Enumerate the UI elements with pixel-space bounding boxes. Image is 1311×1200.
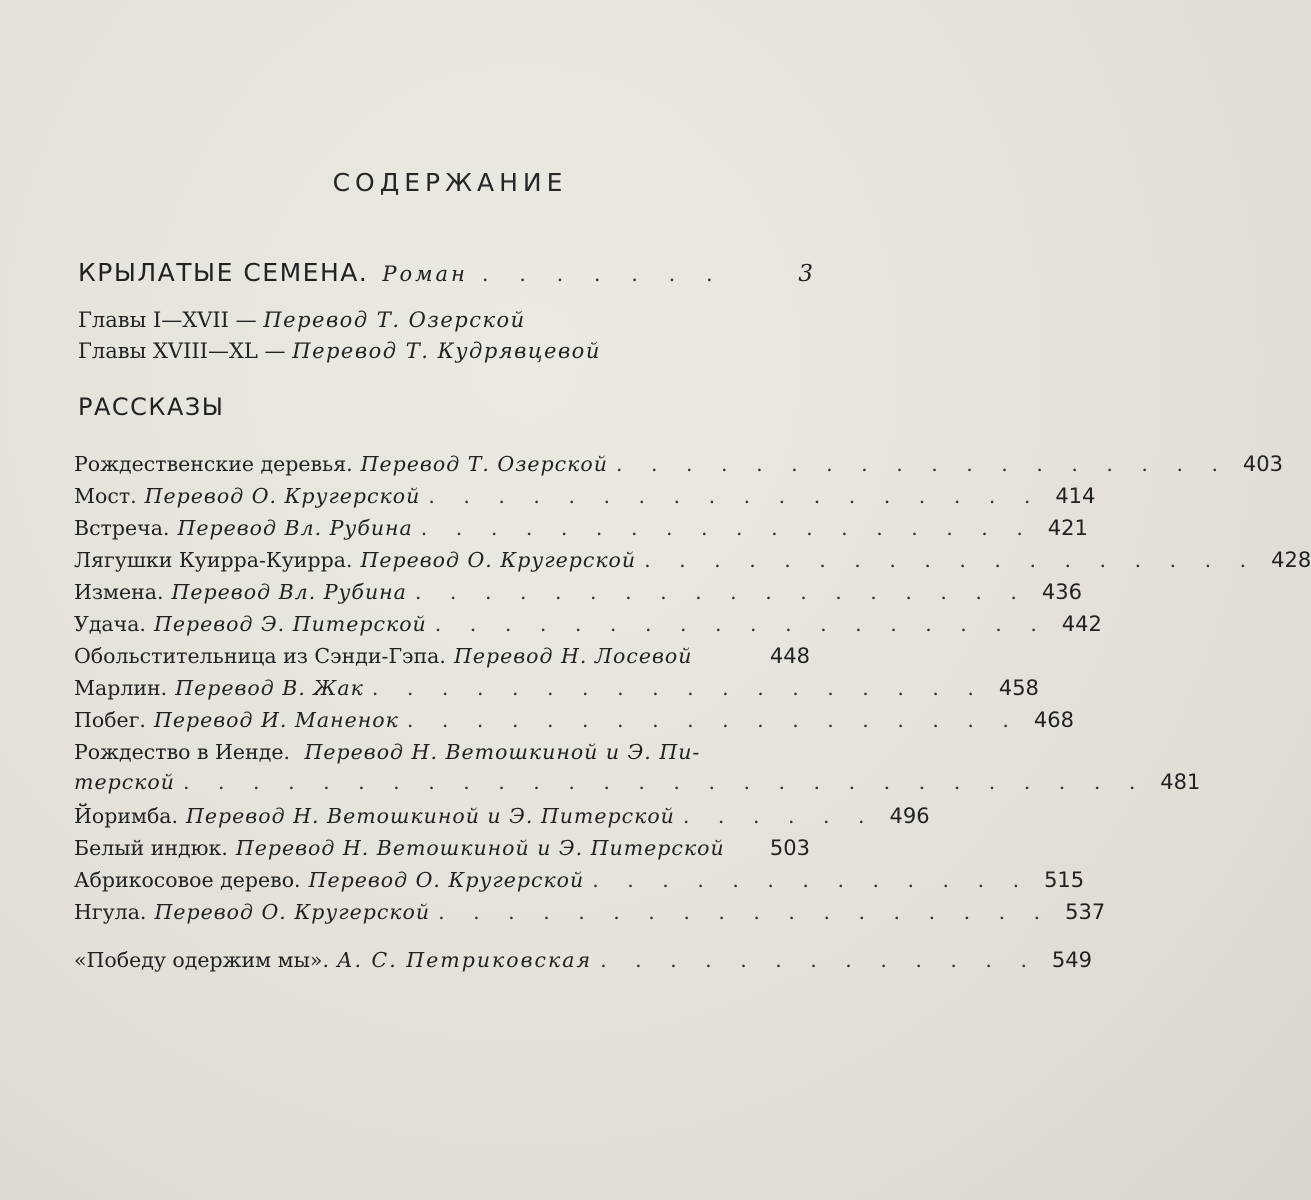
toc-entry bbox=[74, 516, 1088, 548]
novel-entry bbox=[78, 258, 813, 294]
toc-entry bbox=[74, 868, 1085, 900]
page-number: 448 bbox=[769, 644, 810, 668]
dot-leader: . . . . . . . . . . . . . . . . . . . . . . . . . . . . bbox=[182, 770, 1147, 794]
toc-entry bbox=[74, 644, 810, 676]
toc-entry bbox=[74, 708, 1074, 740]
chapter-line bbox=[78, 305, 818, 336]
page-number: 436 bbox=[1041, 580, 1082, 604]
dot-leader: . . . . . . . . . . . . . . . . . . bbox=[371, 676, 985, 700]
chapter-translation: Перевод Т. Кудрявцевой bbox=[292, 339, 601, 363]
story-title: Измена. bbox=[74, 580, 164, 604]
page-number: 537 bbox=[1065, 900, 1106, 924]
dot-leader: . . . . . . . . . . . . . . . . . . bbox=[406, 708, 1020, 732]
dot-leader: . . . . . . . . . . . . . . . . . . bbox=[434, 612, 1048, 636]
dot-leader: . . . . . . . . . . . . . bbox=[592, 868, 1031, 892]
page-number: 458 bbox=[998, 676, 1039, 700]
toc-entry bbox=[74, 804, 930, 836]
story-title: Побег. bbox=[74, 708, 146, 732]
story-translation: Перевод Н. Лосевой bbox=[453, 644, 693, 668]
story-translation: Перевод В. Жак bbox=[175, 676, 364, 700]
chapter-line bbox=[78, 336, 818, 367]
toc-entry bbox=[74, 836, 810, 868]
story-title: Встреча. bbox=[74, 516, 170, 540]
page-number: 428 bbox=[1271, 548, 1311, 572]
story-title: Марлин. bbox=[74, 676, 168, 700]
story-translation: Перевод О. Кругерской bbox=[360, 548, 637, 572]
toc-entry bbox=[74, 948, 1092, 980]
page-number: 468 bbox=[1033, 708, 1074, 732]
page-number: 496 bbox=[889, 804, 930, 828]
story-title: Абрикосовое дерево. bbox=[74, 868, 301, 892]
story-title: Удача. bbox=[74, 612, 146, 636]
page-title: СОДЕРЖАНИЕ bbox=[332, 168, 568, 197]
afterword-entry bbox=[74, 948, 1092, 980]
story-translation: Перевод И. Маненок bbox=[153, 708, 399, 732]
page-number: 503 bbox=[769, 836, 810, 860]
story-title: Белый индюк. bbox=[74, 836, 228, 860]
story-translation: Перевод Т. Озерской bbox=[360, 452, 608, 476]
page-number: 3 bbox=[798, 261, 813, 287]
story-title: Мост. bbox=[74, 484, 137, 508]
toc-entry bbox=[74, 484, 1096, 516]
story-translation: Перевод Вл. Рубина bbox=[171, 580, 407, 604]
story-title: Лягушки Куирра-Куирра. bbox=[74, 548, 353, 572]
toc-entry bbox=[74, 900, 1106, 932]
story-title: Рождество в Иенде. bbox=[74, 740, 290, 764]
dot-leader: . . . . . . . . . . . . . . . . . . bbox=[420, 516, 1034, 540]
page-number: 421 bbox=[1047, 516, 1088, 540]
toc-entry bbox=[74, 452, 1284, 484]
dot-leader: . . . . . . bbox=[682, 804, 876, 828]
story-translation-continued: терской bbox=[74, 770, 175, 794]
page-number: 481 bbox=[1160, 770, 1201, 794]
toc-entry bbox=[74, 612, 1102, 644]
chapter-range: Главы XVIII—XL — bbox=[78, 339, 286, 363]
afterword-title: «Победу одержим мы». bbox=[74, 948, 329, 972]
page-number: 549 bbox=[1051, 948, 1092, 972]
dot-leader: . . . . . . . . . . . . . . . . . . bbox=[615, 452, 1230, 476]
toc-entry bbox=[74, 676, 1039, 708]
story-translation: Перевод Н. Ветошкиной и Э. Пи- bbox=[304, 740, 701, 764]
novel-title: КРЫЛАТЫЕ СЕМЕНА. bbox=[78, 258, 369, 287]
page-number: 442 bbox=[1061, 612, 1102, 636]
chapter-translation: Перевод Т. Озерской bbox=[263, 308, 526, 332]
chapter-range: Главы I—XVII — bbox=[78, 308, 257, 332]
story-translation: Перевод Н. Ветошкиной и Э. Питерской bbox=[235, 836, 725, 860]
story-title: Нгула. bbox=[74, 900, 147, 924]
dot-leader: . . . . . . . . . . . . . . . . . . bbox=[438, 900, 1052, 924]
page-number: 515 bbox=[1044, 868, 1085, 892]
dot-leader: . . . . . . . bbox=[481, 262, 725, 286]
page-number: 403 bbox=[1242, 452, 1284, 476]
stories-list bbox=[74, 452, 1311, 932]
toc-entry bbox=[74, 548, 1311, 580]
story-translation: Перевод Н. Ветошкиной и Э. Питерской bbox=[186, 804, 675, 828]
story-translation: Перевод Вл. Рубина bbox=[177, 516, 413, 540]
story-translation: Перевод О. Кругерской bbox=[144, 484, 421, 508]
page-number: 414 bbox=[1055, 484, 1096, 508]
story-translation: Перевод О. Кругерской bbox=[154, 900, 431, 924]
story-title: Рождественские деревья. bbox=[74, 452, 353, 476]
dot-leader: . . . . . . . . . . . . . . . . . . bbox=[644, 548, 1258, 572]
toc-entry bbox=[74, 580, 1082, 612]
story-translation: Перевод Э. Питерской bbox=[153, 612, 427, 636]
dot-leader: . . . . . . . . . . . . . . . . . . bbox=[414, 580, 1028, 604]
dot-leader: . . . . . . . . . . . . . bbox=[600, 948, 1038, 972]
novel-genre: Роман bbox=[382, 262, 468, 286]
toc-entry bbox=[74, 740, 1201, 804]
story-title: Обольстительница из Сэнди-Гэпа. bbox=[74, 644, 446, 668]
chapter-list bbox=[78, 305, 818, 367]
story-translation: Перевод О. Кругерской bbox=[308, 868, 585, 892]
story-title: Йоримба. bbox=[74, 804, 179, 828]
dot-leader: . . . . . . . . . . . . . . . . . . bbox=[428, 484, 1042, 508]
stories-heading: РАССКАЗЫ bbox=[78, 393, 225, 421]
afterword-author: А. С. Петриковская bbox=[336, 948, 593, 972]
